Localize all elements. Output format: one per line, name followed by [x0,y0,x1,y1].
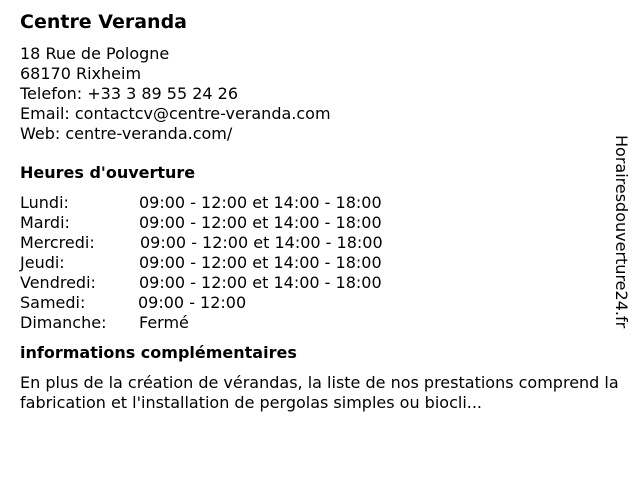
opening-hours-heading: Heures d'ouverture [20,163,196,182]
opening-hours-table [20,193,620,333]
phone-number: Telefon: +33 3 89 55 24 26 [20,84,239,103]
website: Web: centre-veranda.com/ [20,124,233,143]
street-address: 18 Rue de Pologne [20,44,170,63]
additional-info-heading: informations complémentaires [20,343,297,362]
business-name: Centre Veranda [20,11,188,33]
hours-row-dimanche [20,313,620,333]
city-postcode: 68170 Rixheim [20,64,142,83]
day-hours: 09:00 - 12:00 et 14:00 - 18:00 [139,253,382,272]
additional-info-text: En plus de la création de vérandas, la liste de nos prestations comprend la fabrication et l'installation de pergolas simples ou biocli... [20,373,619,412]
day-label: Jeudi: [20,253,65,272]
day-hours: 09:00 - 12:00 et 14:00 - 18:00 [139,273,382,292]
hours-row-lundi [20,193,620,213]
day-label: Mercredi: [20,233,95,252]
day-hours: Fermé [139,313,189,332]
day-label: Vendredi: [20,273,96,292]
day-hours: 09:00 - 12:00 et 14:00 - 18:00 [140,233,383,252]
day-label: Mardi: [20,213,70,232]
day-label: Lundi: [20,193,69,212]
day-hours: 09:00 - 12:00 et 14:00 - 18:00 [139,193,382,212]
address-block [20,44,620,144]
day-hours: 09:00 - 12:00 et 14:00 - 18:00 [139,213,382,232]
email-address: Email: contactcv@centre-veranda.com [20,104,331,123]
hours-row-vendredi [20,273,620,293]
hours-row-mardi [20,213,620,233]
day-label: Samedi: [20,293,86,312]
hours-row-jeudi [20,253,620,273]
day-hours: 09:00 - 12:00 [138,293,247,312]
day-label: Dimanche: [20,313,107,332]
hours-row-samedi [20,293,620,313]
hours-row-mercredi [20,233,620,253]
brand-watermark: Horairesdouverture24.fr [612,135,631,329]
business-card [20,10,620,413]
